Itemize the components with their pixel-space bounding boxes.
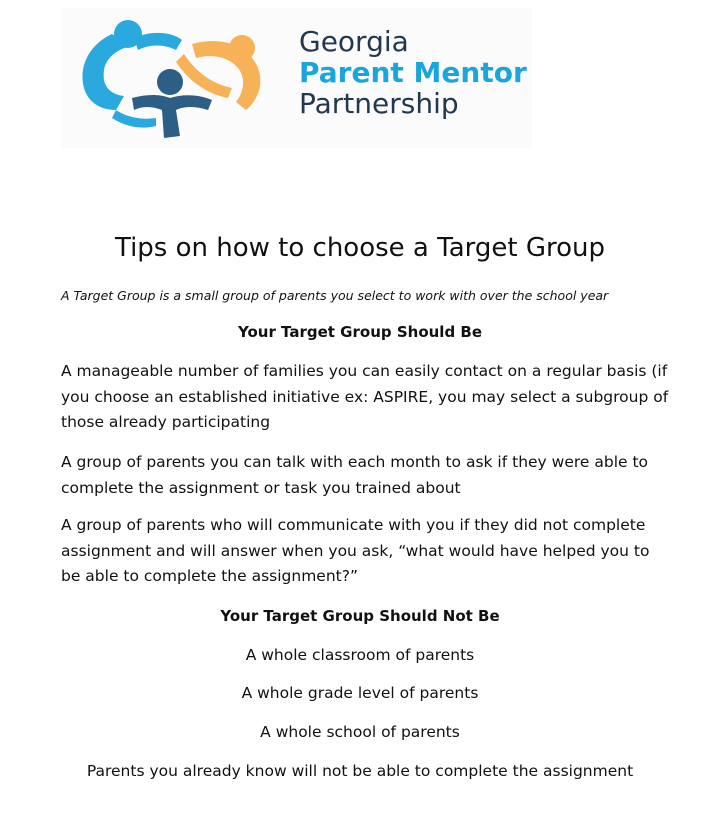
- should-be-item: A group of parents who will communicate with you if they did not complete assignment and will answer when you ask, “what would have helped you to be able to complete the assignment?”: [61, 516, 650, 585]
- should-not-be-heading: Your Target Group Should Not Be: [220, 607, 500, 625]
- people-circle-icon: [72, 14, 272, 142]
- should-not-be-item: A whole classroom of parents: [245, 646, 475, 664]
- organization-logo: [62, 8, 532, 148]
- should-not-be-item: A whole grade level of parents: [241, 684, 479, 702]
- logo-line-parent-mentor: Parent Mentor: [299, 56, 527, 89]
- logo-wordmark: [299, 26, 527, 119]
- logo-line-partnership: Partnership: [299, 87, 459, 120]
- should-not-be-item: A whole school of parents: [260, 723, 460, 741]
- logo-line-georgia: Georgia: [299, 25, 409, 58]
- should-be-item: A manageable number of families you can easily contact on a regular basis (if you choose an established initiative ex: ASPIRE, you may select a subgroup of those already participating: [61, 362, 669, 431]
- should-not-be-item: Parents you already know will not be able to complete the assignment: [86, 762, 634, 780]
- intro-text: A Target Group is a small group of parents you select to work with over the school year: [61, 288, 609, 303]
- should-be-heading: Your Target Group Should Be: [237, 323, 483, 341]
- should-be-item: A group of parents you can talk with each month to ask if they were able to complete the assignment or task you trained about: [61, 453, 649, 497]
- document-title: Tips on how to choose a Target Group: [114, 233, 605, 263]
